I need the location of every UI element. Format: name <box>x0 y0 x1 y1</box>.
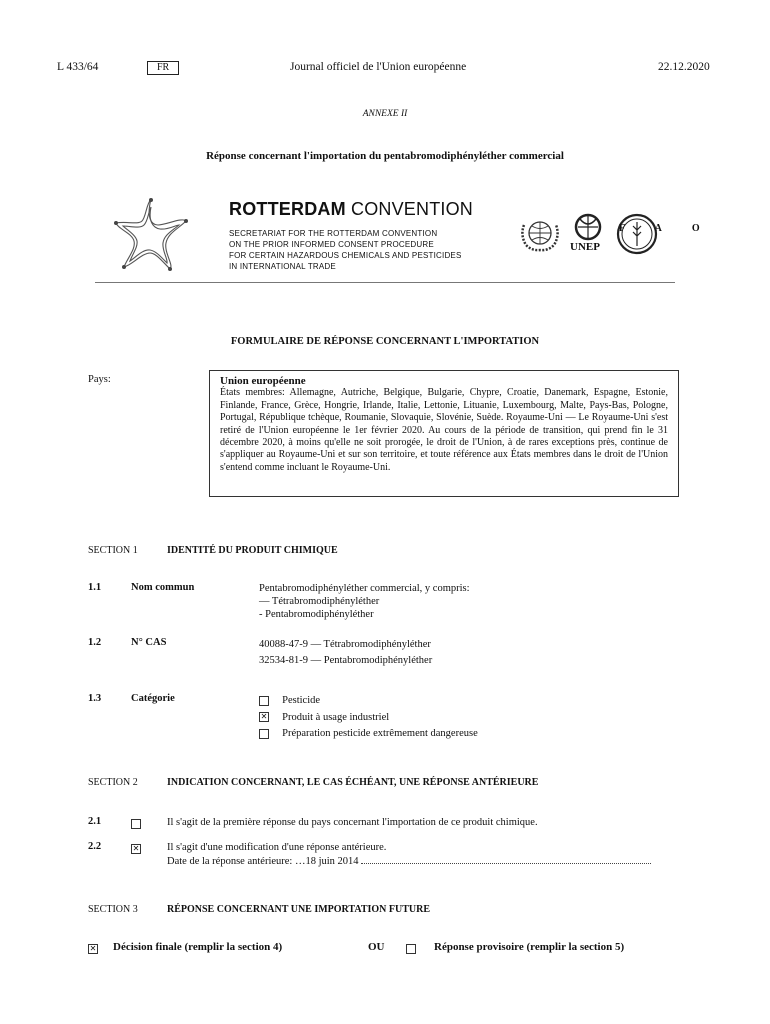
page-reference: L 433/64 <box>57 61 99 73</box>
item-2-1-number: 2.1 <box>88 816 102 827</box>
first-response-checkbox[interactable] <box>131 819 141 829</box>
category-option-hazardous-pesticide: Préparation pesticide extrêmement dangereuse <box>259 726 478 743</box>
provisional-response-checkbox[interactable] <box>406 944 416 954</box>
first-response-text: Il s'agit de la première réponse du pays concernant l'importation de ce produit chimique. <box>167 817 538 828</box>
hazardous-pesticide-checkbox[interactable] <box>259 729 269 739</box>
category-options <box>259 693 478 743</box>
language-code: FR <box>147 61 179 75</box>
modification-text: Il s'agit d'une modification d'une réponse antérieure. Date de la réponse antérieure: …18 juin 2014 <box>167 841 651 868</box>
convention-title: ROTTERDAM CONVENTION <box>229 199 474 219</box>
final-decision-checkbox[interactable]: ✕ <box>89 944 97 953</box>
rotterdam-star-logo <box>112 195 190 273</box>
unep-label: UNEP <box>570 241 600 253</box>
fao-label: F A O <box>619 223 714 234</box>
item-1-2-label: N° CAS <box>131 637 167 648</box>
convention-subtitle: SECRETARIAT FOR THE ROTTERDAM CONVENTION ON THE PRIOR INFORMED CONSENT PROCEDURE FOR CERTAIN HAZARDOUS CHEMICALS AND PESTICIDES IN INTERNATIONAL TRADE <box>229 229 462 271</box>
country-name: Union européenne <box>220 375 306 387</box>
item-1-1-label: Nom commun <box>131 582 195 593</box>
date-dotted-line <box>361 854 651 864</box>
pesticide-checkbox[interactable] <box>259 696 269 706</box>
section-3-title: RÉPONSE CONCERNANT UNE IMPORTATION FUTURE <box>167 904 431 915</box>
fao-emblem-icon <box>615 212 659 256</box>
item-1-2-number: 1.2 <box>88 637 102 648</box>
final-decision-label: Décision finale (remplir la section 4) <box>113 941 283 953</box>
previous-response-date: Date de la réponse antérieure: …18 juin 2014 <box>167 856 362 867</box>
journal-title: Journal officiel de l'Union européenne <box>290 61 467 73</box>
category-option-industrial: ✕ Produit à usage industriel <box>260 711 390 723</box>
category-option-pesticide: Pesticide <box>259 693 478 710</box>
section-2-title: INDICATION CONCERNANT, LE CAS ÉCHÉANT, UNE RÉPONSE ANTÉRIEURE <box>167 777 539 788</box>
item-1-3-number: 1.3 <box>88 693 102 704</box>
country-details: États membres: Allemagne, Autriche, Belgique, Bulgarie, Chypre, Croatie, Danemark, Espagne, Estonie, Finlande, France, Grèce, Hongrie, Irlande, Italie, Lettonie, Lituanie, Luxembourg, Malte, Pays-Bas, Pologne, Portugal, République tchèque, Roumanie, Slovaquie, Slovénie, Suède. Royaume-Uni — Le Royaume-Uni s'est retiré de l'Union européenne le 1er février 2020. Au cours de la période de transition, qui prend fin le 31 décembre 2020, à moins qu'elle ne soit prorogée, le droit de l'Union, à de rares exceptions près, continue de s'appliquer au Royaume-Uni et sur son territoire, et toute référence aux États membres dans le droit de l'Union s'entend comme incluant le Royaume-Uni. <box>220 387 668 473</box>
industrial-checkbox[interactable]: ✕ <box>260 712 268 722</box>
provisional-response-label: Réponse provisoire (remplir la section 5) <box>434 941 625 953</box>
publication-date: 22.12.2020 <box>658 61 710 73</box>
un-emblem-icon <box>518 215 562 253</box>
document-title: Réponse concernant l'importation du pentabromodiphényléther commercial <box>206 150 564 162</box>
or-label: OU <box>368 941 385 953</box>
modification-checkbox[interactable]: ✕ <box>132 844 140 853</box>
annex-label: ANNEXE II <box>362 109 408 119</box>
item-1-3-label: Catégorie <box>131 693 175 704</box>
form-title: FORMULAIRE DE RÉPONSE CONCERNANT L'IMPORTATION <box>230 336 540 347</box>
item-1-1-number: 1.1 <box>88 582 102 593</box>
logo-divider <box>95 282 675 283</box>
item-2-2-number: 2.2 <box>88 841 102 852</box>
country-box <box>209 370 679 497</box>
country-label: Pays: <box>88 374 111 385</box>
section-2-number: SECTION 2 <box>88 777 138 788</box>
common-name-value: Pentabromodiphényléther commercial, y compris: — Tétrabromodiphényléther - Pentabromodiphényléther <box>259 583 470 620</box>
section-1-number: SECTION 1 <box>88 545 138 556</box>
cas-number-value: 40088-47-9 — Tétrabromodiphényléther 32534-81-9 — Pentabromodiphényléther <box>259 639 433 666</box>
section-1-title: IDENTITÉ DU PRODUIT CHIMIQUE <box>167 545 338 556</box>
section-3-number: SECTION 3 <box>88 904 138 915</box>
